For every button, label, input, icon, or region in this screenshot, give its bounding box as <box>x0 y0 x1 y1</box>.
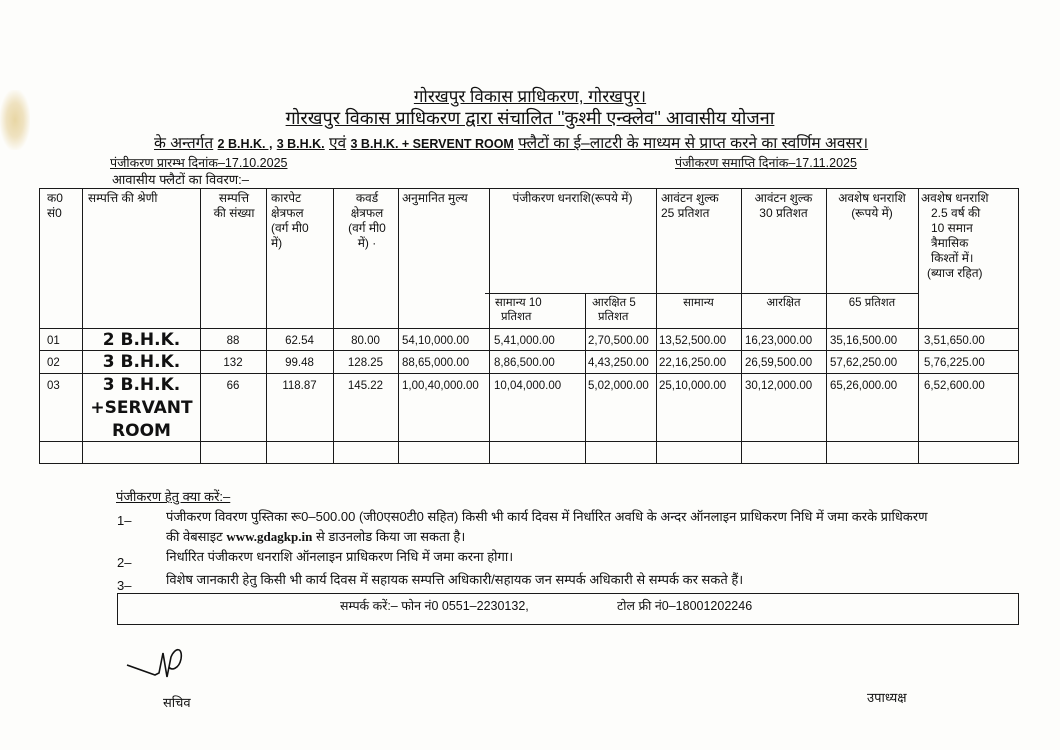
header-serial-line: सं0 <box>47 206 62 220</box>
col-line <box>918 188 919 464</box>
col-line <box>39 188 40 464</box>
table-border-bottom <box>39 463 1019 464</box>
header-installment-text: अवशेष धनराशि <box>921 191 989 205</box>
cell-allot-reserved: 16,23,000.00 <box>745 335 813 347</box>
header-installment-line: 2.5 वर्ष की <box>931 206 981 220</box>
cell-serial: 03 <box>47 380 60 392</box>
header-installment-line: किश्तों में। <box>931 251 974 265</box>
subheader-line: प्रतिशत <box>598 311 629 323</box>
cell-carpet: 62.54 <box>285 335 314 347</box>
col-line <box>333 188 334 464</box>
header-installment-line: 10 समान <box>931 221 973 235</box>
col-line <box>826 188 827 464</box>
col-line <box>266 188 267 464</box>
cell-allot-general: 25,10,000.00 <box>659 380 727 392</box>
cell-balance: 65,26,000.00 <box>830 380 898 392</box>
cell-balance: 57,62,250.00 <box>830 357 898 369</box>
cell-allot-general: 13,52,500.00 <box>659 335 727 347</box>
header-allotment-fee-25 <box>661 191 719 221</box>
step-1-suffix: से डाउनलोड किया जा सकता है। <box>315 529 466 544</box>
cell-category <box>83 329 200 352</box>
header-allotment-fee-30 <box>741 191 826 221</box>
scheme-title <box>0 106 1060 130</box>
offer-flat-2bhk: 2 B.H.K. , <box>217 137 273 151</box>
offer-and: एवं <box>328 135 347 152</box>
step-1-line-1: पंजीकरण विवरण पुस्तिका रू0–500.00 (जी0एस0टी0 सहित) किसी भी कार्य दिवस में निर्धारित अवधि के अन्दर ऑनलाइन प्राधिकरण निधि में जमा करके प्राधिकरण <box>166 509 928 524</box>
registration-end-date: पंजीकरण समाप्ति दिनांक–17.11.2025 <box>675 156 857 170</box>
contact-toll-free: टोल फ्री नं0–18001202246 <box>617 599 753 613</box>
cell-reg-general: 5,41,000.00 <box>494 335 555 347</box>
header-installment-line: (ब्याज रहित) <box>927 266 983 280</box>
offer-prefix: के अन्तर्गत <box>154 135 214 152</box>
header-balance-amount <box>826 191 918 221</box>
cell-covered: 128.25 <box>347 357 384 369</box>
registration-start-date: पंजीकरण प्रारम्भ दिनांक–17.10.2025 <box>110 156 288 170</box>
cell-category <box>83 374 200 443</box>
header-covered-line: में) · <box>357 236 377 250</box>
header-count-line: की संख्या <box>213 206 255 220</box>
col-line <box>489 188 490 464</box>
cell-reg-reserved: 2,70,500.00 <box>588 335 649 347</box>
website-link[interactable]: www.gdagkp.in <box>226 529 313 544</box>
col-line <box>398 188 399 464</box>
header-category: सम्पत्ति की श्रेणी <box>88 191 158 205</box>
header-carpet-line: में) <box>271 236 283 250</box>
cell-serial: 01 <box>47 335 60 347</box>
cell-value: 54,10,000.00 <box>402 335 470 347</box>
header-carpet-line: क्षेत्रफल <box>271 206 304 220</box>
header-count <box>203 191 265 221</box>
category-line: 3 B.H.K. <box>102 375 181 395</box>
authority-title-text: गोरखपुर विकास प्राधिकरण, गोरखपुर। <box>413 87 647 106</box>
cell-covered: 80.00 <box>351 335 380 347</box>
scheme-title-text: गोरखपुर विकास प्राधिकरण द्वारा संचालित ''कुश्मी एन्क्लेव'' आवासीय योजना <box>285 108 775 128</box>
header-balance-line: अवशेष धनराशि <box>838 191 906 205</box>
col-line <box>1018 188 1019 464</box>
cell-reg-general: 10,04,000.00 <box>494 380 562 392</box>
header-covered-line: (वर्ग मी0 <box>348 221 386 235</box>
offer-suffix: फ्लैटों का ई–लाटरी के माध्यम से प्राप्त करने का स्वर्णिम अवसर। <box>518 135 869 152</box>
cell-allot-general: 22,16,250.00 <box>659 357 727 369</box>
header-covered-line: क्षेत्रफल <box>350 206 384 220</box>
cell-count: 132 <box>223 357 243 369</box>
cell-covered: 145.22 <box>347 380 384 392</box>
step-number-1: 1– <box>117 513 132 528</box>
col-line <box>200 188 201 464</box>
header-carpet-line: कारपेट <box>271 191 302 205</box>
col-line <box>585 293 586 464</box>
cell-reg-general: 8,86,500.00 <box>494 357 555 369</box>
category-line: ROOM <box>112 421 171 441</box>
subheader-reserved-5 <box>592 296 636 324</box>
col-line <box>741 188 742 464</box>
flats-table <box>39 188 1019 464</box>
category-line: 2 B.H.K. <box>102 330 181 350</box>
header-estimated-value: अनुमानित मुल्य <box>402 191 468 205</box>
cell-reg-reserved: 5,02,000.00 <box>588 380 649 392</box>
cell-installment: 6,52,600.00 <box>924 380 985 392</box>
step-1-prefix: की वेबसाइट <box>166 529 223 544</box>
header-allot25-line: 25 प्रतिशत <box>661 206 710 220</box>
header-registration-amount: पंजीकरण धनराशि(रूपये में) <box>512 191 633 205</box>
cell-balance: 35,16,500.00 <box>830 335 898 347</box>
authority-title <box>0 84 1060 107</box>
subheader-line: प्रतिशत <box>501 311 532 323</box>
header-allot30-line: आवंटन शुल्क <box>754 191 813 205</box>
header-installment <box>921 191 1015 281</box>
subheader-general: सामान्य <box>683 297 714 309</box>
header-installment-line: त्रैमासिक <box>931 236 969 250</box>
table-border-top <box>39 188 1019 189</box>
header-count-line: सम्पत्ति <box>218 191 250 205</box>
cell-installment: 3,51,650.00 <box>924 335 985 347</box>
header-carpet-area <box>271 191 309 251</box>
vice-chairman-designation: उपाध्यक्ष <box>867 690 907 705</box>
cell-value: 1,00,40,000.00 <box>402 380 479 392</box>
header-allot30-line: 30 प्रतिशत <box>759 206 808 220</box>
header-serial <box>47 191 63 221</box>
header-covered-area <box>339 191 395 251</box>
category-line: +SERVANT <box>90 398 193 418</box>
header-installment-line <box>921 191 1015 206</box>
step-1-line-2 <box>166 527 996 547</box>
cell-value: 88,65,000.00 <box>402 357 470 369</box>
cell-count: 88 <box>226 335 240 347</box>
subheader-divider <box>485 293 918 294</box>
subheader-reserved: आरक्षित <box>766 297 801 309</box>
cell-reg-reserved: 4,43,250.00 <box>588 357 649 369</box>
offer-flat-3bhk-servant: 3 B.H.K. + SERVENT ROOM <box>350 137 514 151</box>
col-line <box>656 188 657 464</box>
step-3: विशेष जानकारी हेतु किसी भी कार्य दिवस में सहायक सम्पत्ति अधिकारी/सहायक जन सम्पर्क अधिकारी से सम्पर्क कर सकते हैं। <box>166 572 744 587</box>
subheader-line: आरक्षित 5 <box>592 297 636 309</box>
cell-serial: 02 <box>47 357 60 369</box>
cell-count: 66 <box>226 380 240 392</box>
contact-box <box>117 593 1019 625</box>
cell-allot-reserved: 26,59,500.00 <box>745 357 813 369</box>
flat-details-label: आवासीय फ्लैटों का विवरण:– <box>112 172 250 187</box>
instructions-heading: पंजीकरण हेतु क्या करें:– <box>116 489 231 504</box>
cell-installment: 5,76,225.00 <box>924 357 985 369</box>
secretary-designation: सचिव <box>163 695 191 710</box>
header-serial-line: क0 <box>47 191 63 205</box>
subheader-line: सामान्य 10 <box>495 297 542 309</box>
header-allot25-line: आवंटन शुल्क <box>661 191 719 205</box>
cell-carpet: 99.48 <box>285 357 314 369</box>
step-number-3: 3– <box>117 578 132 593</box>
cell-allot-reserved: 30,12,000.00 <box>745 380 813 392</box>
header-covered-line: कवर्ड <box>355 191 379 205</box>
cell-category <box>83 351 200 374</box>
cell-carpet: 118.87 <box>282 380 317 392</box>
contact-phone: सम्पर्क करें:– फोन नं0 0551–2230132, <box>340 599 529 613</box>
offer-line <box>154 131 868 153</box>
header-balance-line: (रूपये में) <box>851 206 893 220</box>
signature-icon <box>125 645 205 695</box>
header-carpet-line: (वर्ग मी0 <box>271 221 309 235</box>
step-2: निर्धारित पंजीकरण धनराशि ऑनलाइन प्राधिकरण निधि में जमा करना होगा। <box>166 549 514 564</box>
subheader-65-percent: 65 प्रतिशत <box>848 297 896 309</box>
subheader-general-10 <box>495 296 542 324</box>
step-number-2: 2– <box>117 555 132 570</box>
offer-flat-3bhk: 3 B.H.K. <box>276 137 325 151</box>
category-line: 3 B.H.K. <box>102 352 181 372</box>
step-1 <box>166 507 996 547</box>
